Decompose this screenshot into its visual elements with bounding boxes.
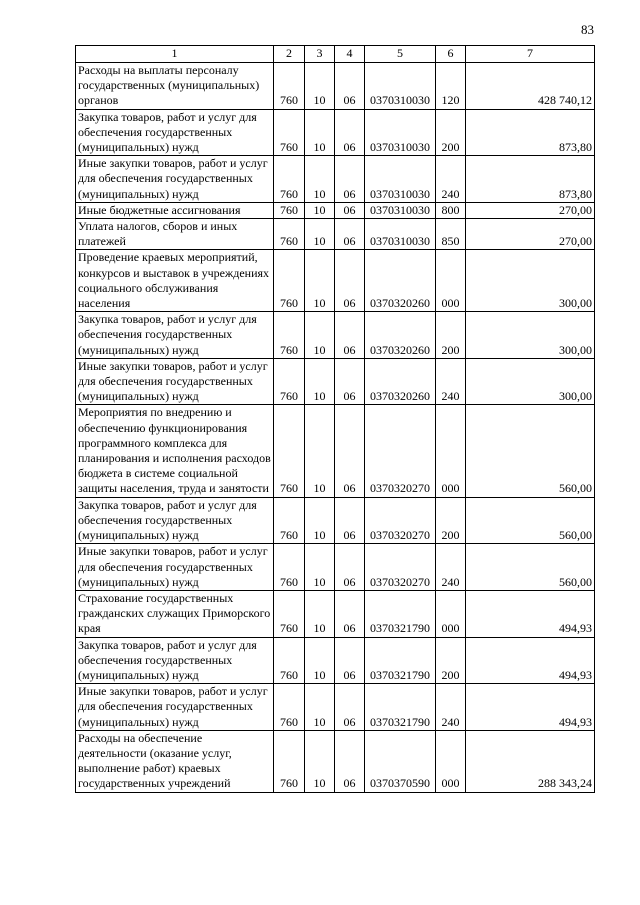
row-col2: 760 (274, 219, 305, 250)
row-col5: 0370310030 (365, 63, 436, 110)
table-row (76, 497, 595, 544)
row-amount: 288 343,24 (466, 730, 595, 792)
row-name: Иные закупки товаров, работ и услуг для обеспечения государственных (муниципальных) нужд (76, 156, 274, 203)
row-col2: 760 (274, 637, 305, 684)
header-cell-4: 4 (335, 46, 365, 63)
row-col5: 0370370590 (365, 730, 436, 792)
row-col3: 10 (305, 358, 335, 405)
row-amount: 300,00 (466, 312, 595, 359)
row-col5: 0370310030 (365, 219, 436, 250)
table-row (76, 63, 595, 110)
row-col3: 10 (305, 202, 335, 218)
row-col6: 240 (436, 544, 466, 591)
row-amount: 560,00 (466, 544, 595, 591)
row-col5: 0370321790 (365, 684, 436, 731)
table-row (76, 250, 595, 312)
row-amount: 494,93 (466, 684, 595, 731)
row-col6: 240 (436, 684, 466, 731)
row-col3: 10 (305, 250, 335, 312)
row-col2: 760 (274, 497, 305, 544)
row-col3: 10 (305, 684, 335, 731)
row-col6: 120 (436, 63, 466, 110)
row-col3: 10 (305, 63, 335, 110)
row-col2: 760 (274, 63, 305, 110)
row-name: Закупка товаров, работ и услуг для обеспечения государственных (муниципальных) нужд (76, 312, 274, 359)
row-col2: 760 (274, 730, 305, 792)
row-col4: 06 (335, 202, 365, 218)
row-col6: 000 (436, 590, 466, 637)
row-col3: 10 (305, 219, 335, 250)
row-col5: 0370320260 (365, 358, 436, 405)
row-amount: 560,00 (466, 497, 595, 544)
row-name: Закупка товаров, работ и услуг для обеспечения государственных (муниципальных) нужд (76, 637, 274, 684)
row-col5: 0370320270 (365, 405, 436, 497)
row-col5: 0370320260 (365, 312, 436, 359)
budget-table (75, 45, 595, 793)
table-row (76, 202, 595, 218)
row-name: Проведение краевых мероприятий, конкурсов и выставок в учреждениях социального обслуживания населения (76, 250, 274, 312)
row-col6: 000 (436, 250, 466, 312)
row-amount: 300,00 (466, 358, 595, 405)
row-col2: 760 (274, 684, 305, 731)
row-col6: 240 (436, 358, 466, 405)
row-col3: 10 (305, 730, 335, 792)
row-col3: 10 (305, 156, 335, 203)
row-col4: 06 (335, 544, 365, 591)
row-name: Расходы на обеспечение деятельности (оказание услуг, выполнение работ) краевых государственных учреждений (76, 730, 274, 792)
table-row (76, 684, 595, 731)
row-col3: 10 (305, 544, 335, 591)
row-col4: 06 (335, 497, 365, 544)
row-col3: 10 (305, 637, 335, 684)
table-row (76, 405, 595, 497)
row-col6: 240 (436, 156, 466, 203)
row-amount: 270,00 (466, 202, 595, 218)
row-col6: 200 (436, 497, 466, 544)
header-cell-3: 3 (305, 46, 335, 63)
row-col6: 000 (436, 405, 466, 497)
row-col2: 760 (274, 312, 305, 359)
row-col4: 06 (335, 219, 365, 250)
row-col3: 10 (305, 109, 335, 156)
row-name: Страхование государственных гражданских служащих Приморского края (76, 590, 274, 637)
row-col6: 200 (436, 109, 466, 156)
row-amount: 494,93 (466, 590, 595, 637)
row-col6: 200 (436, 637, 466, 684)
row-col5: 0370321790 (365, 637, 436, 684)
row-col5: 0370321790 (365, 590, 436, 637)
row-col2: 760 (274, 202, 305, 218)
row-name: Иные бюджетные ассигнования (76, 202, 274, 218)
row-col2: 760 (274, 358, 305, 405)
row-name: Расходы на выплаты персоналу государственных (муниципальных) органов (76, 63, 274, 110)
page-number: 83 (581, 22, 594, 37)
row-col4: 06 (335, 637, 365, 684)
row-col4: 06 (335, 358, 365, 405)
table-row (76, 590, 595, 637)
row-name: Закупка товаров, работ и услуг для обеспечения государственных (муниципальных) нужд (76, 109, 274, 156)
table-row (76, 637, 595, 684)
table-row (76, 156, 595, 203)
header-cell-5: 5 (365, 46, 436, 63)
row-col4: 06 (335, 312, 365, 359)
row-col2: 760 (274, 109, 305, 156)
table-row (76, 219, 595, 250)
row-col4: 06 (335, 590, 365, 637)
row-col3: 10 (305, 590, 335, 637)
row-name: Уплата налогов, сборов и иных платежей (76, 219, 274, 250)
row-col3: 10 (305, 405, 335, 497)
row-name: Мероприятия по внедрению и обеспечению функционирования программного комплекса для планирования и исполнения расходов бюджета в системе социальной защиты населения, труда и занятости (76, 405, 274, 497)
row-col2: 760 (274, 590, 305, 637)
header-cell-2: 2 (274, 46, 305, 63)
row-amount: 494,93 (466, 637, 595, 684)
row-name: Иные закупки товаров, работ и услуг для обеспечения государственных (муниципальных) нужд (76, 358, 274, 405)
row-col4: 06 (335, 109, 365, 156)
row-amount: 300,00 (466, 250, 595, 312)
table-row (76, 109, 595, 156)
row-amount: 560,00 (466, 405, 595, 497)
row-name: Иные закупки товаров, работ и услуг для обеспечения государственных (муниципальных) нужд (76, 684, 274, 731)
row-amount: 873,80 (466, 156, 595, 203)
row-col5: 0370320260 (365, 250, 436, 312)
row-col4: 06 (335, 250, 365, 312)
table-row (76, 358, 595, 405)
row-col3: 10 (305, 497, 335, 544)
row-col5: 0370320270 (365, 497, 436, 544)
row-amount: 270,00 (466, 219, 595, 250)
row-col6: 800 (436, 202, 466, 218)
row-col2: 760 (274, 405, 305, 497)
row-name: Закупка товаров, работ и услуг для обеспечения государственных (муниципальных) нужд (76, 497, 274, 544)
row-col5: 0370310030 (365, 202, 436, 218)
row-col2: 760 (274, 544, 305, 591)
row-col5: 0370320270 (365, 544, 436, 591)
row-col4: 06 (335, 684, 365, 731)
header-row (76, 46, 595, 63)
row-col6: 200 (436, 312, 466, 359)
row-col5: 0370310030 (365, 156, 436, 203)
table-row (76, 730, 595, 792)
row-amount: 873,80 (466, 109, 595, 156)
row-col4: 06 (335, 405, 365, 497)
header-cell-1: 1 (76, 46, 274, 63)
row-col5: 0370310030 (365, 109, 436, 156)
row-col4: 06 (335, 156, 365, 203)
row-name: Иные закупки товаров, работ и услуг для обеспечения государственных (муниципальных) нужд (76, 544, 274, 591)
row-col4: 06 (335, 63, 365, 110)
row-col4: 06 (335, 730, 365, 792)
row-col2: 760 (274, 156, 305, 203)
row-amount: 428 740,12 (466, 63, 595, 110)
header-cell-6: 6 (436, 46, 466, 63)
row-col2: 760 (274, 250, 305, 312)
table-row (76, 544, 595, 591)
row-col6: 000 (436, 730, 466, 792)
table-row (76, 312, 595, 359)
row-col6: 850 (436, 219, 466, 250)
header-cell-7: 7 (466, 46, 595, 63)
row-col3: 10 (305, 312, 335, 359)
